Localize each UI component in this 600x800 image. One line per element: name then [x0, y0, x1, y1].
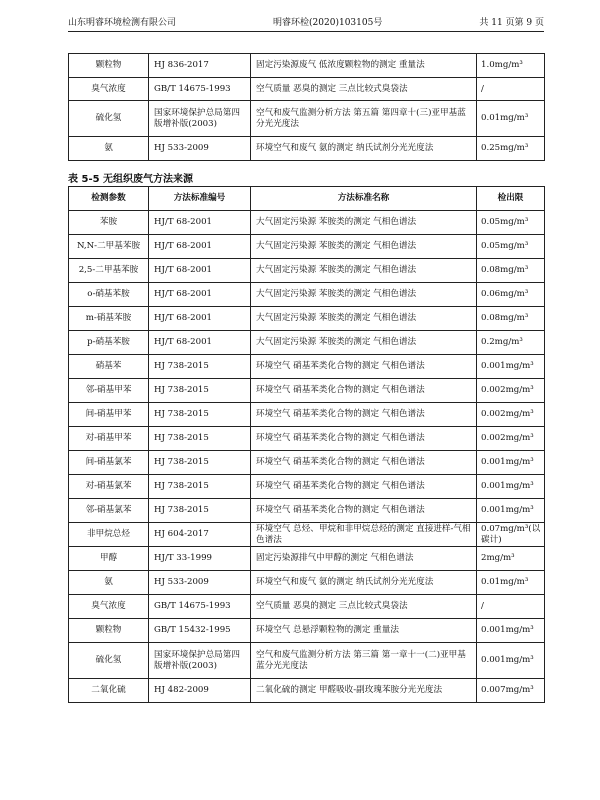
param-cell: 二氧化硫 — [69, 679, 149, 703]
limit-cell: 0.007mg/m³ — [477, 679, 545, 703]
limit-cell: 1.0mg/m³ — [477, 54, 545, 78]
limit-cell: 0.001mg/m³ — [477, 499, 545, 523]
param-cell: 甲醇 — [69, 547, 149, 571]
table-row — [69, 101, 545, 137]
method-name-cell: 大气固定污染源 苯胺类的测定 气相色谱法 — [251, 259, 477, 283]
method-name-cell: 环境空气和废气 氨的测定 纳氏试剂分光光度法 — [251, 137, 477, 161]
param-cell: p-硝基苯胺 — [69, 331, 149, 355]
limit-cell: 0.001mg/m³ — [477, 475, 545, 499]
col-header-name: 方法标准名称 — [251, 187, 477, 211]
std-cell: HJ 738-2015 — [149, 499, 251, 523]
method-name-cell: 大气固定污染源 苯胺类的测定 气相色谱法 — [251, 307, 477, 331]
std-cell: GB/T 14675-1993 — [149, 78, 251, 101]
table-row — [69, 679, 545, 703]
param-cell: 邻-硝基氯苯 — [69, 499, 149, 523]
param-cell: 氨 — [69, 137, 149, 161]
table-header-row — [69, 187, 545, 211]
table-row — [69, 211, 545, 235]
method-name-cell: 大气固定污染源 苯胺类的测定 气相色谱法 — [251, 331, 477, 355]
table-row — [69, 54, 545, 78]
report-number: 明睿环检(2020)103105号 — [273, 18, 383, 28]
limit-cell: 0.05mg/m³ — [477, 235, 545, 259]
std-cell: HJ/T 68-2001 — [149, 211, 251, 235]
param-cell: 臭气浓度 — [69, 595, 149, 619]
limit-cell: 0.2mg/m³ — [477, 331, 545, 355]
param-cell: o-硝基苯胺 — [69, 283, 149, 307]
method-name-cell: 环境空气 硝基苯类化合物的测定 气相色谱法 — [251, 427, 477, 451]
table-row — [69, 355, 545, 379]
header-rule — [68, 31, 544, 32]
method-name-cell: 环境空气 硝基苯类化合物的测定 气相色谱法 — [251, 355, 477, 379]
std-cell: HJ 533-2009 — [149, 137, 251, 161]
method-name-cell: 环境空气 硝基苯类化合物的测定 气相色谱法 — [251, 379, 477, 403]
limit-cell: / — [477, 595, 545, 619]
table-row — [69, 619, 545, 643]
method-name-cell: 环境空气 总烃、甲烷和非甲烷总烃的测定 直接进样-气相色谱法 — [251, 523, 477, 547]
table-row — [69, 595, 545, 619]
table-row — [69, 475, 545, 499]
limit-cell: 0.08mg/m³ — [477, 307, 545, 331]
limit-cell: 0.06mg/m³ — [477, 283, 545, 307]
param-cell: N,N-二甲基苯胺 — [69, 235, 149, 259]
limit-cell: 0.05mg/m³ — [477, 211, 545, 235]
table-row — [69, 451, 545, 475]
method-name-cell: 大气固定污染源 苯胺类的测定 气相色谱法 — [251, 235, 477, 259]
std-cell: HJ/T 68-2001 — [149, 259, 251, 283]
std-cell: GB/T 14675-1993 — [149, 595, 251, 619]
std-cell: HJ/T 68-2001 — [149, 331, 251, 355]
method-name-cell: 大气固定污染源 苯胺类的测定 气相色谱法 — [251, 211, 477, 235]
param-cell: 邻-硝基甲苯 — [69, 379, 149, 403]
param-cell: 间-硝基甲苯 — [69, 403, 149, 427]
std-cell: HJ 738-2015 — [149, 475, 251, 499]
company-name: 山东明睿环境检测有限公司 — [68, 18, 177, 28]
table-row — [69, 547, 545, 571]
method-name-cell: 环境空气 硝基苯类化合物的测定 气相色谱法 — [251, 499, 477, 523]
param-cell: 硝基苯 — [69, 355, 149, 379]
std-cell: HJ 738-2015 — [149, 451, 251, 475]
limit-cell: 0.08mg/m³ — [477, 259, 545, 283]
table-caption: 表 5-5 无组织废气方法来源 — [68, 174, 194, 185]
param-cell: 颗粒物 — [69, 54, 149, 78]
method-name-cell: 空气和废气监测分析方法 第三篇 第一章十一(二)亚甲基蓝分光光度法 — [251, 643, 477, 679]
param-cell: 对-硝基氯苯 — [69, 475, 149, 499]
table-row — [69, 427, 545, 451]
method-name-cell: 固定污染源废气 低浓度颗粒物的测定 重量法 — [251, 54, 477, 78]
table-row — [69, 643, 545, 679]
organized-exhaust-method-table — [68, 53, 545, 161]
table-row — [69, 137, 545, 161]
param-cell: 对-硝基甲苯 — [69, 427, 149, 451]
method-name-cell: 空气和废气监测分析方法 第五篇 第四章十(三)亚甲基蓝分光光度法 — [251, 101, 477, 137]
table-row — [69, 259, 545, 283]
method-name-cell: 空气质量 恶臭的测定 三点比较式臭袋法 — [251, 78, 477, 101]
param-cell: 氨 — [69, 571, 149, 595]
param-cell: 硫化氢 — [69, 101, 149, 137]
limit-cell: 0.001mg/m³ — [477, 619, 545, 643]
limit-cell: 0.002mg/m³ — [477, 403, 545, 427]
std-cell: HJ 738-2015 — [149, 355, 251, 379]
limit-cell: 0.002mg/m³ — [477, 379, 545, 403]
limit-cell: 0.001mg/m³ — [477, 451, 545, 475]
limit-cell: 0.001mg/m³ — [477, 355, 545, 379]
table-row — [69, 331, 545, 355]
table-row — [69, 499, 545, 523]
std-cell: 国家环境保护总局第四版增补版(2003) — [149, 643, 251, 679]
method-name-cell: 空气质量 恶臭的测定 三点比较式臭袋法 — [251, 595, 477, 619]
std-cell: HJ 738-2015 — [149, 427, 251, 451]
table-row — [69, 571, 545, 595]
std-cell: HJ 482-2009 — [149, 679, 251, 703]
param-cell: 2,5-二甲基苯胺 — [69, 259, 149, 283]
table-row — [69, 235, 545, 259]
param-cell: 硫化氢 — [69, 643, 149, 679]
method-name-cell: 环境空气 硝基苯类化合物的测定 气相色谱法 — [251, 475, 477, 499]
std-cell: HJ 604-2017 — [149, 523, 251, 547]
param-cell: 间-硝基氯苯 — [69, 451, 149, 475]
std-cell: HJ 738-2015 — [149, 379, 251, 403]
table-row — [69, 307, 545, 331]
page-count: 共 11 页第 9 页 — [479, 18, 544, 28]
limit-cell: 0.01mg/m³ — [477, 571, 545, 595]
limit-cell: / — [477, 78, 545, 101]
method-name-cell: 环境空气和废气 氨的测定 纳氏试剂分光光度法 — [251, 571, 477, 595]
table-row — [69, 523, 545, 547]
fugitive-exhaust-method-table — [68, 186, 545, 703]
std-cell: GB/T 15432-1995 — [149, 619, 251, 643]
std-cell: HJ 836-2017 — [149, 54, 251, 78]
method-name-cell: 固定污染源排气中甲醇的测定 气相色谱法 — [251, 547, 477, 571]
std-cell: HJ/T 68-2001 — [149, 283, 251, 307]
std-cell: 国家环境保护总局第四版增补版(2003) — [149, 101, 251, 137]
col-header-limit: 检出限 — [477, 187, 545, 211]
param-cell: 臭气浓度 — [69, 78, 149, 101]
limit-cell: 0.01mg/m³ — [477, 101, 545, 137]
std-cell: HJ 533-2009 — [149, 571, 251, 595]
limit-cell: 2mg/m³ — [477, 547, 545, 571]
param-cell: 非甲烷总烃 — [69, 523, 149, 547]
method-name-cell: 二氧化硫的测定 甲醛吸收-副玫瑰苯胺分光光度法 — [251, 679, 477, 703]
limit-cell: 0.07mg/m³(以碳计) — [477, 523, 545, 547]
method-name-cell: 环境空气 总悬浮颗粒物的测定 重量法 — [251, 619, 477, 643]
limit-cell: 0.25mg/m³ — [477, 137, 545, 161]
method-name-cell: 环境空气 硝基苯类化合物的测定 气相色谱法 — [251, 403, 477, 427]
limit-cell: 0.001mg/m³ — [477, 643, 545, 679]
param-cell: 颗粒物 — [69, 619, 149, 643]
table-row — [69, 283, 545, 307]
table-row — [69, 78, 545, 101]
page-header — [68, 12, 544, 28]
limit-cell: 0.002mg/m³ — [477, 427, 545, 451]
std-cell: HJ/T 33-1999 — [149, 547, 251, 571]
method-name-cell: 大气固定污染源 苯胺类的测定 气相色谱法 — [251, 283, 477, 307]
method-name-cell: 环境空气 硝基苯类化合物的测定 气相色谱法 — [251, 451, 477, 475]
std-cell: HJ/T 68-2001 — [149, 307, 251, 331]
table-row — [69, 403, 545, 427]
table-row — [69, 379, 545, 403]
std-cell: HJ/T 68-2001 — [149, 235, 251, 259]
col-header-param: 检测参数 — [69, 187, 149, 211]
std-cell: HJ 738-2015 — [149, 403, 251, 427]
col-header-std: 方法标准编号 — [149, 187, 251, 211]
param-cell: m-硝基苯胺 — [69, 307, 149, 331]
param-cell: 苯胺 — [69, 211, 149, 235]
